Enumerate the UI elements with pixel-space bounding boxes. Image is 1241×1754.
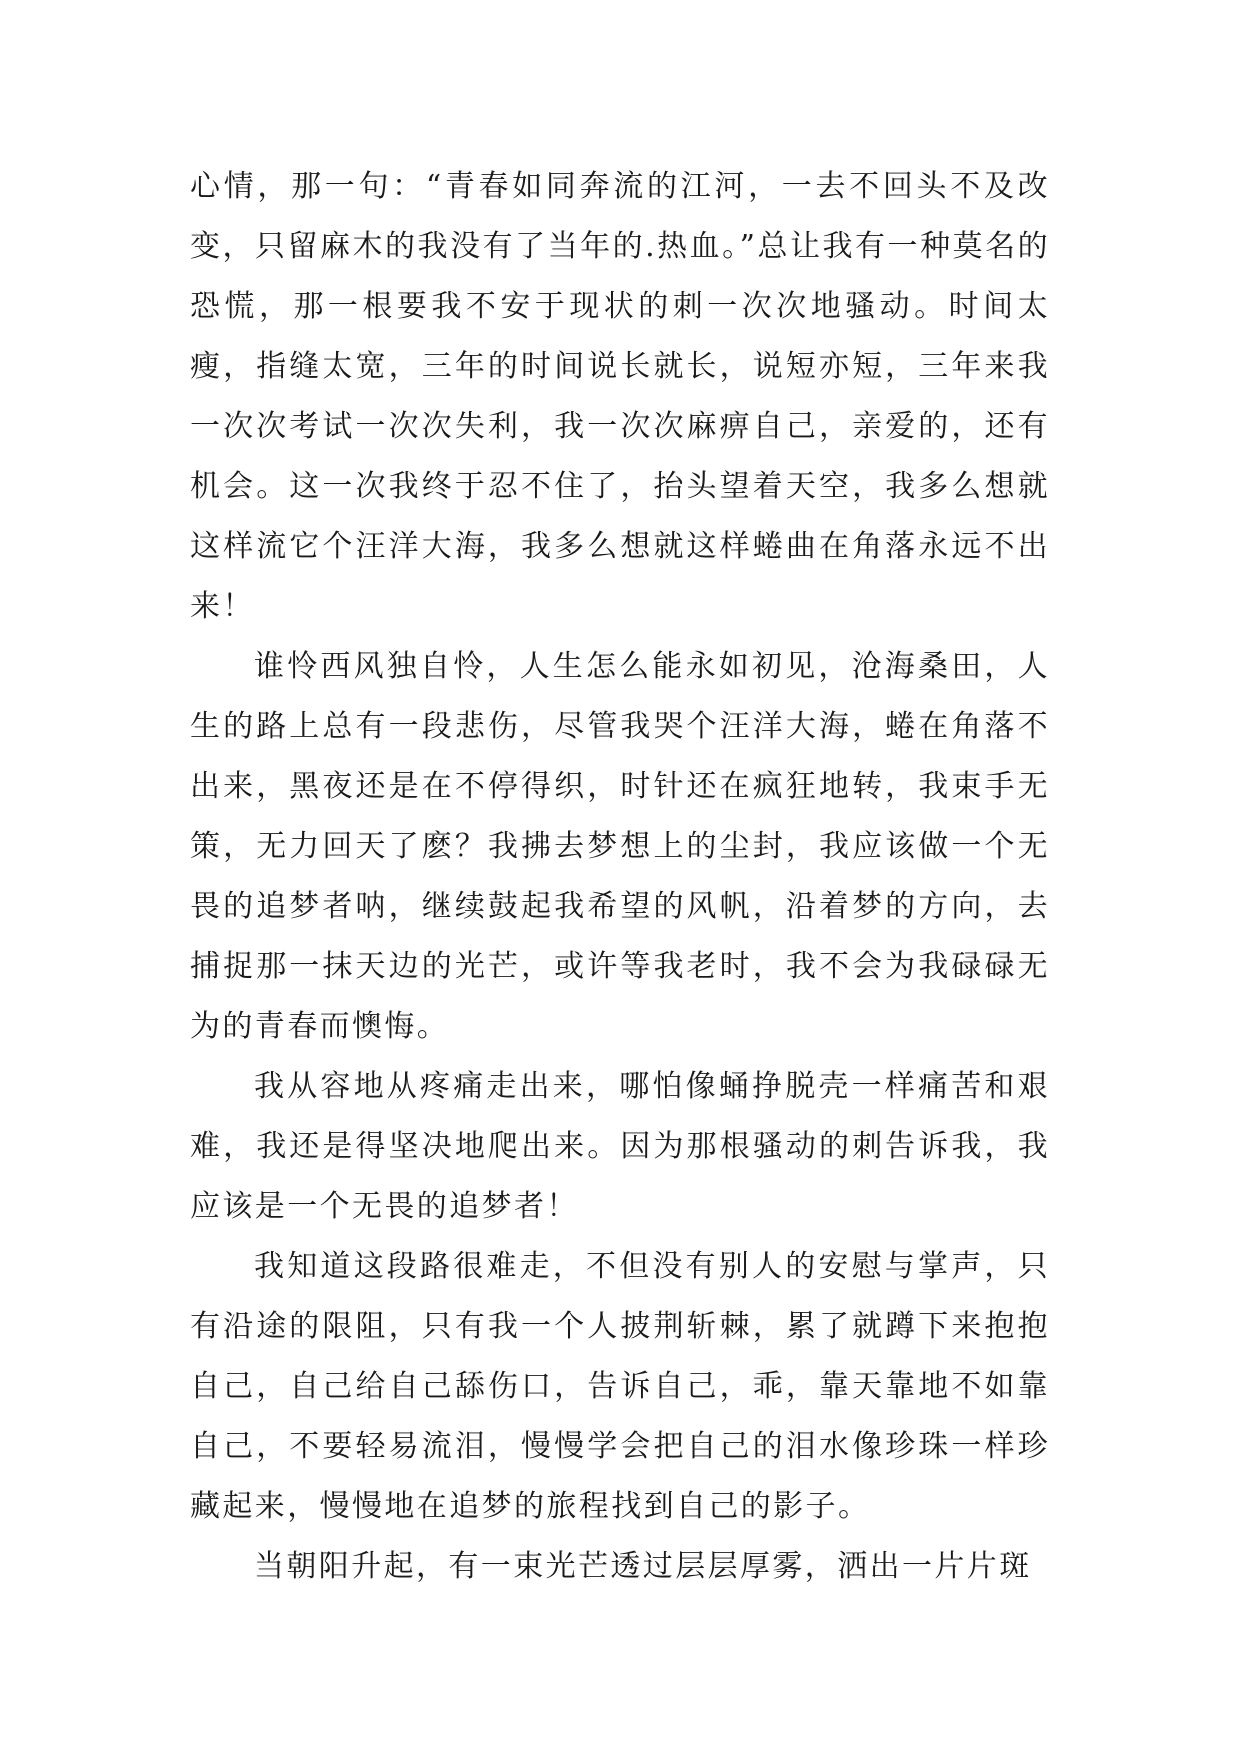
paragraph-1: 心情，那一句：“青春如同奔流的江河，一去不回头不及改变，只留麻木的我没有了当年的.热血。”总让我有一种莫名的恐慌，那一根要我不安于现状的刺一次次地骚动。时间太瘦，指缝太宽，三年的时间说长就长，说短亦短，三年来我一次次考试一次次失利，我一次次麻痹自己，亲爱的，还有机会。这一次我终于忍不住了，抬头望着天空，我多么想就这样流它个汪洋大海，我多么想就这样蜷曲在角落永远不出来！ bbox=[190, 169, 1050, 624]
paragraph-5: 当朝阳升起，有一束光芒透过层层厚雾，洒出一片片斑 bbox=[254, 1549, 1032, 1584]
paragraph-3: 我从容地从疼痛走出来，哪怕像蛹挣脱壳一样痛苦和艰难，我还是得坚决地爬出来。因为那根骚动的刺告诉我，我应该是一个无畏的追梦者！ bbox=[190, 1069, 1050, 1224]
paragraph-4: 我知道这段路很难走，不但没有别人的安慰与掌声，只有沿途的限阻，只有我一个人披荆斩棘，累了就蹲下来抱抱自己，自己给自己舔伤口，告诉自己，乖，靠天靠地不如靠自己，不要轻易流泪，慢慢学会把自己的泪水像珍珠一样珍藏起来，慢慢地在追梦的旅程找到自己的影子。 bbox=[190, 1249, 1050, 1524]
document-body bbox=[190, 157, 1050, 1597]
paragraph-2: 谁怜西风独自怜，人生怎么能永如初见，沧海桑田，人生的路上总有一段悲伤，尽管我哭个汪洋大海，蜷在角落不出来，黑夜还是在不停得织，时针还在疯狂地转，我束手无策，无力回天了麽？我拂去梦想上的尘封，我应该做一个无畏的追梦者呐，继续鼓起我希望的风帆，沿着梦的方向，去捕捉那一抹天边的光芒，或许等我老时，我不会为我碌碌无为的青春而懊悔。 bbox=[190, 649, 1050, 1044]
